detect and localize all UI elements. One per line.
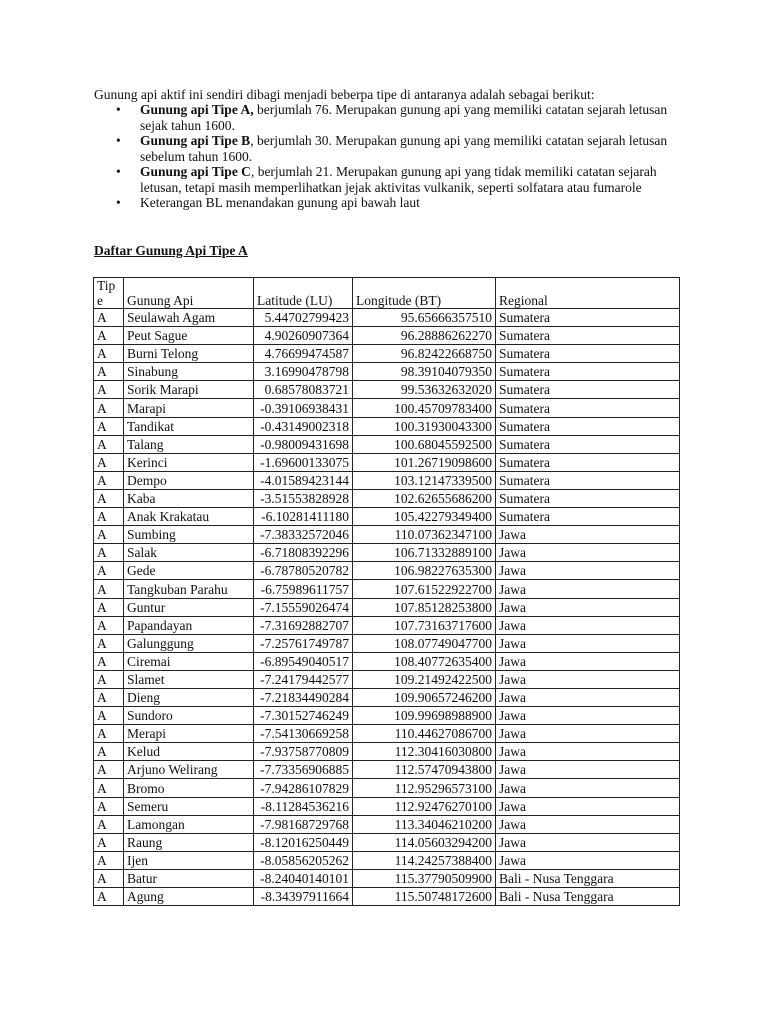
cell-longitude: 95.65666357510 — [353, 309, 496, 327]
cell-longitude: 105.42279349400 — [353, 508, 496, 526]
cell-latitude: -7.93758770809 — [254, 743, 353, 761]
header-longitude: Longitude (BT) — [353, 278, 496, 309]
cell-gunung-api: Burni Telong — [124, 345, 254, 363]
cell-regional: Sumatera — [496, 489, 680, 507]
bullet-text: Keterangan BL menandakan gunung api bawah laut — [140, 195, 420, 210]
cell-regional: Sumatera — [496, 309, 680, 327]
cell-gunung-api: Arjuno Welirang — [124, 761, 254, 779]
cell-regional: Jawa — [496, 526, 680, 544]
cell-regional: Jawa — [496, 688, 680, 706]
cell-tipe: A — [94, 652, 124, 670]
cell-gunung-api: Dieng — [124, 688, 254, 706]
table-row — [94, 761, 680, 779]
cell-tipe: A — [94, 851, 124, 869]
cell-regional: Jawa — [496, 761, 680, 779]
cell-longitude: 110.44627086700 — [353, 725, 496, 743]
cell-regional: Sumatera — [496, 381, 680, 399]
cell-longitude: 103.12147339500 — [353, 471, 496, 489]
cell-gunung-api: Dempo — [124, 471, 254, 489]
cell-tipe: A — [94, 363, 124, 381]
table-row — [94, 779, 680, 797]
cell-latitude: -8.24040140101 — [254, 869, 353, 887]
table-row — [94, 634, 680, 652]
cell-longitude: 101.26719098600 — [353, 453, 496, 471]
cell-latitude: 4.90260907364 — [254, 327, 353, 345]
cell-gunung-api: Sorik Marapi — [124, 381, 254, 399]
cell-latitude: 5.44702799423 — [254, 309, 353, 327]
cell-longitude: 106.98227635300 — [353, 562, 496, 580]
cell-latitude: -6.10281411180 — [254, 508, 353, 526]
cell-regional: Jawa — [496, 598, 680, 616]
table-row — [94, 562, 680, 580]
table-row — [94, 526, 680, 544]
cell-gunung-api: Sumbing — [124, 526, 254, 544]
bullet-dot-icon: • — [116, 133, 121, 148]
table-row — [94, 381, 680, 399]
cell-gunung-api: Guntur — [124, 598, 254, 616]
cell-tipe: A — [94, 670, 124, 688]
bullet-item — [116, 102, 676, 133]
cell-regional: Sumatera — [496, 471, 680, 489]
cell-regional: Bali - Nusa Tenggara — [496, 888, 680, 906]
table-row — [94, 743, 680, 761]
cell-latitude: -0.39106938431 — [254, 399, 353, 417]
cell-longitude: 106.71332889100 — [353, 544, 496, 562]
cell-tipe: A — [94, 869, 124, 887]
cell-regional: Jawa — [496, 652, 680, 670]
table-row — [94, 544, 680, 562]
cell-longitude: 112.95296573100 — [353, 779, 496, 797]
table-row — [94, 688, 680, 706]
cell-regional: Jawa — [496, 634, 680, 652]
cell-latitude: -3.51553828928 — [254, 489, 353, 507]
bullet-bold-label: Gunung api Tipe B — [140, 133, 251, 148]
cell-latitude: -1.69600133075 — [254, 453, 353, 471]
table-row — [94, 508, 680, 526]
table-row — [94, 309, 680, 327]
cell-gunung-api: Ciremai — [124, 652, 254, 670]
cell-tipe: A — [94, 508, 124, 526]
table-row — [94, 670, 680, 688]
cell-tipe: A — [94, 761, 124, 779]
cell-gunung-api: Sinabung — [124, 363, 254, 381]
cell-regional: Sumatera — [496, 435, 680, 453]
table-row — [94, 652, 680, 670]
header-gunung-api: Gunung Api — [124, 278, 254, 309]
table-row — [94, 453, 680, 471]
cell-latitude: -7.25761749787 — [254, 634, 353, 652]
bullet-item — [116, 164, 676, 195]
cell-tipe: A — [94, 489, 124, 507]
cell-tipe: A — [94, 888, 124, 906]
cell-gunung-api: Anak Krakatau — [124, 508, 254, 526]
cell-tipe: A — [94, 417, 124, 435]
cell-longitude: 96.82422668750 — [353, 345, 496, 363]
cell-tipe: A — [94, 345, 124, 363]
cell-gunung-api: Ijen — [124, 851, 254, 869]
cell-latitude: 0.68578083721 — [254, 381, 353, 399]
cell-latitude: -7.24179442577 — [254, 670, 353, 688]
cell-longitude: 108.07749047700 — [353, 634, 496, 652]
cell-gunung-api: Tangkuban Parahu — [124, 580, 254, 598]
cell-regional: Jawa — [496, 833, 680, 851]
cell-latitude: -6.71808392296 — [254, 544, 353, 562]
cell-regional: Jawa — [496, 544, 680, 562]
cell-longitude: 112.92476270100 — [353, 797, 496, 815]
cell-longitude: 113.34046210200 — [353, 815, 496, 833]
cell-longitude: 114.05603294200 — [353, 833, 496, 851]
cell-longitude: 114.24257388400 — [353, 851, 496, 869]
cell-latitude: 3.16990478798 — [254, 363, 353, 381]
bullet-text: , berjumlah 30. Merupakan gunung api yang memiliki catatan sejarah letusan sebelum tahun 1600. — [140, 133, 668, 164]
cell-tipe: A — [94, 327, 124, 345]
cell-longitude: 100.68045592500 — [353, 435, 496, 453]
bullet-item — [116, 133, 676, 164]
cell-gunung-api: Gede — [124, 562, 254, 580]
cell-gunung-api: Seulawah Agam — [124, 309, 254, 327]
cell-latitude: -7.54130669258 — [254, 725, 353, 743]
cell-tipe: A — [94, 725, 124, 743]
cell-tipe: A — [94, 833, 124, 851]
cell-latitude: -8.12016250449 — [254, 833, 353, 851]
cell-gunung-api: Lamongan — [124, 815, 254, 833]
type-bullet-list — [116, 102, 676, 211]
cell-latitude: -0.43149002318 — [254, 417, 353, 435]
cell-tipe: A — [94, 399, 124, 417]
cell-tipe: A — [94, 779, 124, 797]
cell-latitude: 4.76699474587 — [254, 345, 353, 363]
bullet-dot-icon: • — [116, 195, 121, 210]
table-row — [94, 399, 680, 417]
cell-regional: Sumatera — [496, 363, 680, 381]
cell-longitude: 102.62655686200 — [353, 489, 496, 507]
cell-latitude: -0.98009431698 — [254, 435, 353, 453]
table-row — [94, 580, 680, 598]
cell-tipe: A — [94, 815, 124, 833]
cell-latitude: -7.98168729768 — [254, 815, 353, 833]
cell-latitude: -7.73356906885 — [254, 761, 353, 779]
table-row — [94, 707, 680, 725]
table-row — [94, 363, 680, 381]
cell-latitude: -7.94286107829 — [254, 779, 353, 797]
cell-regional: Jawa — [496, 743, 680, 761]
table-row — [94, 797, 680, 815]
cell-regional: Jawa — [496, 562, 680, 580]
cell-longitude: 109.21492422500 — [353, 670, 496, 688]
cell-tipe: A — [94, 381, 124, 399]
cell-latitude: -6.75989611757 — [254, 580, 353, 598]
cell-gunung-api: Marapi — [124, 399, 254, 417]
bullet-text: berjumlah 76. Merupakan gunung api yang memiliki catatan sejarah letusan sejak tahun 1600. — [140, 102, 668, 133]
bullet-dot-icon: • — [116, 102, 121, 117]
cell-regional: Jawa — [496, 580, 680, 598]
cell-gunung-api: Semeru — [124, 797, 254, 815]
cell-gunung-api: Kaba — [124, 489, 254, 507]
table-row — [94, 888, 680, 906]
cell-longitude: 98.39104079350 — [353, 363, 496, 381]
cell-latitude: -8.34397911664 — [254, 888, 353, 906]
table-row — [94, 327, 680, 345]
table-row — [94, 815, 680, 833]
cell-latitude: -6.89549040517 — [254, 652, 353, 670]
cell-longitude: 112.57470943800 — [353, 761, 496, 779]
table-row — [94, 851, 680, 869]
cell-regional: Jawa — [496, 815, 680, 833]
cell-longitude: 109.99698988900 — [353, 707, 496, 725]
cell-latitude: -7.21834490284 — [254, 688, 353, 706]
cell-regional: Sumatera — [496, 399, 680, 417]
cell-gunung-api: Agung — [124, 888, 254, 906]
table-row — [94, 616, 680, 634]
header-tipe: Tipe — [94, 278, 124, 309]
cell-regional: Bali - Nusa Tenggara — [496, 869, 680, 887]
cell-gunung-api: Kelud — [124, 743, 254, 761]
cell-latitude: -8.11284536216 — [254, 797, 353, 815]
cell-regional: Sumatera — [496, 508, 680, 526]
cell-regional: Sumatera — [496, 417, 680, 435]
cell-tipe: A — [94, 797, 124, 815]
cell-gunung-api: Galunggung — [124, 634, 254, 652]
cell-tipe: A — [94, 598, 124, 616]
cell-tipe: A — [94, 616, 124, 634]
cell-longitude: 100.45709783400 — [353, 399, 496, 417]
cell-regional: Jawa — [496, 725, 680, 743]
cell-gunung-api: Merapi — [124, 725, 254, 743]
cell-tipe: A — [94, 544, 124, 562]
table-row — [94, 489, 680, 507]
section-heading: Daftar Gunung Api Tipe A — [94, 243, 248, 258]
bullet-bold-label: Gunung api Tipe C — [140, 164, 251, 179]
cell-regional: Jawa — [496, 797, 680, 815]
cell-longitude: 110.07362347100 — [353, 526, 496, 544]
cell-longitude: 107.85128253800 — [353, 598, 496, 616]
intro-paragraph: Gunung api aktif ini sendiri dibagi menjadi beberpa tipe di antaranya adalah sebagai berikut: — [94, 87, 595, 102]
cell-longitude: 112.30416030800 — [353, 743, 496, 761]
cell-longitude: 107.61522922700 — [353, 580, 496, 598]
cell-tipe: A — [94, 471, 124, 489]
cell-gunung-api: Papandayan — [124, 616, 254, 634]
cell-gunung-api: Raung — [124, 833, 254, 851]
bullet-dot-icon: • — [116, 164, 121, 179]
cell-gunung-api: Kerinci — [124, 453, 254, 471]
cell-longitude: 108.40772635400 — [353, 652, 496, 670]
header-latitude: Latitude (LU) — [254, 278, 353, 309]
cell-longitude: 115.50748172600 — [353, 888, 496, 906]
cell-longitude: 96.28886262270 — [353, 327, 496, 345]
cell-regional: Jawa — [496, 707, 680, 725]
cell-tipe: A — [94, 526, 124, 544]
cell-regional: Sumatera — [496, 345, 680, 363]
table-row — [94, 471, 680, 489]
cell-tipe: A — [94, 562, 124, 580]
table-row — [94, 833, 680, 851]
cell-regional: Sumatera — [496, 453, 680, 471]
table-row — [94, 435, 680, 453]
cell-tipe: A — [94, 580, 124, 598]
table-row — [94, 345, 680, 363]
cell-gunung-api: Slamet — [124, 670, 254, 688]
cell-longitude: 107.73163717600 — [353, 616, 496, 634]
header-regional: Regional — [496, 278, 680, 309]
cell-tipe: A — [94, 309, 124, 327]
table-row — [94, 869, 680, 887]
table-row — [94, 725, 680, 743]
bullet-item — [116, 195, 676, 211]
cell-latitude: -6.78780520782 — [254, 562, 353, 580]
cell-longitude: 115.37790509900 — [353, 869, 496, 887]
cell-gunung-api: Tandikat — [124, 417, 254, 435]
cell-gunung-api: Batur — [124, 869, 254, 887]
cell-gunung-api: Sundoro — [124, 707, 254, 725]
cell-latitude: -8.05856205262 — [254, 851, 353, 869]
cell-tipe: A — [94, 634, 124, 652]
cell-latitude: -7.15559026474 — [254, 598, 353, 616]
cell-tipe: A — [94, 743, 124, 761]
bullet-bold-label: Gunung api Tipe A, — [140, 102, 254, 117]
cell-gunung-api: Salak — [124, 544, 254, 562]
cell-regional: Jawa — [496, 616, 680, 634]
bullet-text: , berjumlah 21. Merupakan gunung api yang tidak memiliki catatan sejarah letusan, tetapi masih memperlihatkan jejak aktivitas vulkanik, seperti solfatara atau fumarole — [140, 164, 657, 195]
cell-longitude: 99.53632632020 — [353, 381, 496, 399]
cell-tipe: A — [94, 435, 124, 453]
cell-regional: Jawa — [496, 670, 680, 688]
cell-longitude: 100.31930043300 — [353, 417, 496, 435]
cell-regional: Jawa — [496, 779, 680, 797]
cell-tipe: A — [94, 688, 124, 706]
cell-tipe: A — [94, 707, 124, 725]
table-row — [94, 598, 680, 616]
cell-latitude: -7.30152746249 — [254, 707, 353, 725]
cell-regional: Jawa — [496, 851, 680, 869]
cell-gunung-api: Peut Sague — [124, 327, 254, 345]
table-header-row — [94, 278, 680, 309]
cell-latitude: -7.38332572046 — [254, 526, 353, 544]
cell-tipe: A — [94, 453, 124, 471]
cell-gunung-api: Bromo — [124, 779, 254, 797]
cell-gunung-api: Talang — [124, 435, 254, 453]
cell-longitude: 109.90657246200 — [353, 688, 496, 706]
table-row — [94, 417, 680, 435]
cell-latitude: -4.01589423144 — [254, 471, 353, 489]
cell-regional: Sumatera — [496, 327, 680, 345]
volcano-table — [93, 277, 680, 906]
cell-latitude: -7.31692882707 — [254, 616, 353, 634]
